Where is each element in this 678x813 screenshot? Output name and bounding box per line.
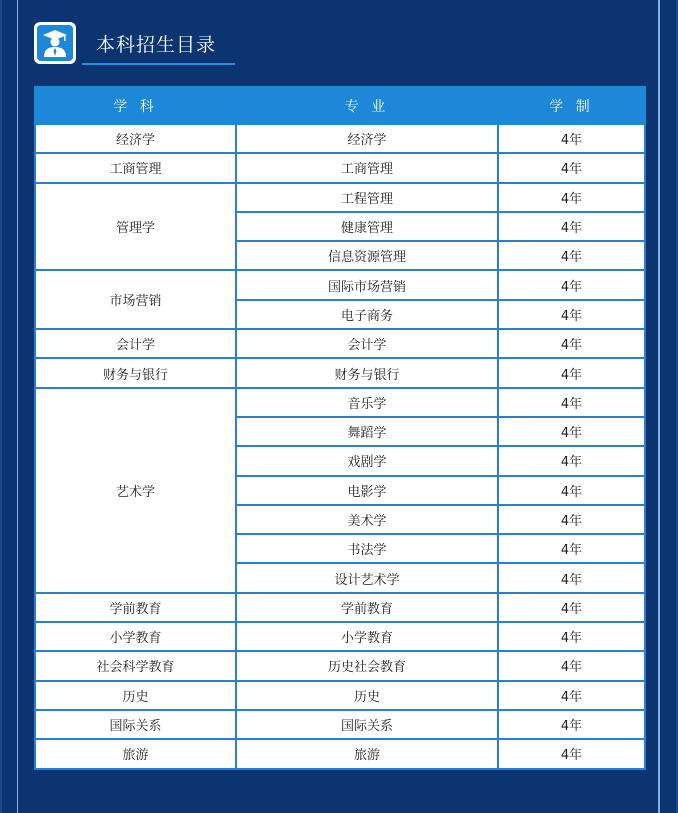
duration-cell: 4年 — [498, 651, 645, 680]
subject-cell: 社会科学教育 — [35, 651, 236, 680]
graduate-icon — [42, 29, 68, 57]
subject-cell: 国际关系 — [35, 710, 236, 739]
duration-cell: 4年 — [498, 270, 645, 299]
duration-cell: 4年 — [498, 710, 645, 739]
table-row — [35, 270, 645, 299]
major-cell: 电子商务 — [236, 300, 498, 329]
major-cell: 历史 — [236, 681, 498, 710]
frame-line-right — [658, 0, 660, 813]
catalog-table — [34, 86, 646, 770]
major-cell: 舞蹈学 — [236, 417, 498, 446]
subject-cell: 财务与银行 — [35, 358, 236, 387]
duration-cell: 4年 — [498, 212, 645, 241]
duration-cell: 4年 — [498, 534, 645, 563]
table-row — [35, 710, 645, 739]
duration-cell: 4年 — [498, 622, 645, 651]
major-cell: 美术学 — [236, 505, 498, 534]
table-row — [35, 593, 645, 622]
duration-cell: 4年 — [498, 563, 645, 592]
logo-box — [34, 22, 76, 64]
major-cell: 历史社会教育 — [236, 651, 498, 680]
catalog-table-wrap — [34, 86, 644, 770]
major-cell: 戏剧学 — [236, 446, 498, 475]
duration-cell: 4年 — [498, 388, 645, 417]
major-cell: 会计学 — [236, 329, 498, 358]
major-cell: 信息资源管理 — [236, 241, 498, 270]
duration-cell: 4年 — [498, 358, 645, 387]
table-row — [35, 183, 645, 212]
frame-line-left — [17, 0, 18, 813]
subject-cell: 经济学 — [35, 124, 236, 153]
major-cell: 学前教育 — [236, 593, 498, 622]
major-cell: 国际关系 — [236, 710, 498, 739]
duration-cell: 4年 — [498, 183, 645, 212]
major-cell: 小学教育 — [236, 622, 498, 651]
major-cell: 健康管理 — [236, 212, 498, 241]
table-row — [35, 622, 645, 651]
table-row — [35, 651, 645, 680]
major-cell: 旅游 — [236, 739, 498, 768]
title-underline — [82, 63, 235, 65]
table-row — [35, 388, 645, 417]
major-cell: 财务与银行 — [236, 358, 498, 387]
subject-cell: 会计学 — [35, 329, 236, 358]
subject-cell: 历史 — [35, 681, 236, 710]
subject-cell: 市场营销 — [35, 270, 236, 329]
table-header-row — [35, 87, 645, 124]
subject-cell: 工商管理 — [35, 153, 236, 182]
duration-cell: 4年 — [498, 329, 645, 358]
table-row — [35, 153, 645, 182]
column-header-duration: 学 制 — [498, 87, 645, 124]
major-cell: 经济学 — [236, 124, 498, 153]
duration-cell: 4年 — [498, 241, 645, 270]
frame-edge-left — [0, 0, 2, 813]
major-cell: 设计艺术学 — [236, 563, 498, 592]
major-cell: 工商管理 — [236, 153, 498, 182]
duration-cell: 4年 — [498, 124, 645, 153]
table-row — [35, 739, 645, 768]
page-title: 本科招生目录 — [96, 34, 217, 56]
duration-cell: 4年 — [498, 446, 645, 475]
duration-cell: 4年 — [498, 476, 645, 505]
logo-inner — [37, 25, 73, 61]
major-cell: 国际市场营销 — [236, 270, 498, 299]
table-row — [35, 329, 645, 358]
column-header-major: 专 业 — [236, 87, 498, 124]
duration-cell: 4年 — [498, 153, 645, 182]
duration-cell: 4年 — [498, 739, 645, 768]
major-cell: 音乐学 — [236, 388, 498, 417]
duration-cell: 4年 — [498, 681, 645, 710]
table-row — [35, 124, 645, 153]
major-cell: 工程管理 — [236, 183, 498, 212]
table-body — [35, 124, 645, 769]
table-row — [35, 681, 645, 710]
subject-cell: 学前教育 — [35, 593, 236, 622]
section-header — [34, 22, 244, 66]
duration-cell: 4年 — [498, 505, 645, 534]
subject-cell: 艺术学 — [35, 388, 236, 593]
major-cell: 电影学 — [236, 476, 498, 505]
table-row — [35, 358, 645, 387]
duration-cell: 4年 — [498, 417, 645, 446]
duration-cell: 4年 — [498, 593, 645, 622]
major-cell: 书法学 — [236, 534, 498, 563]
subject-cell: 旅游 — [35, 739, 236, 768]
duration-cell: 4年 — [498, 300, 645, 329]
subject-cell: 小学教育 — [35, 622, 236, 651]
subject-cell: 管理学 — [35, 183, 236, 271]
column-header-subject: 学 科 — [35, 87, 236, 124]
